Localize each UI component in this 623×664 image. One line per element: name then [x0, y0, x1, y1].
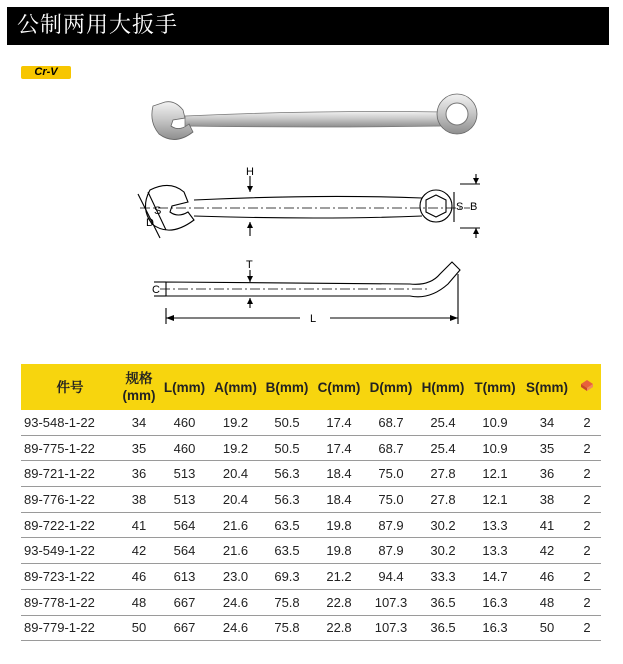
cell-h: 33.3	[417, 564, 469, 590]
cell-d: 87.9	[365, 538, 417, 564]
cell-d: 87.9	[365, 512, 417, 538]
cell-d: 107.3	[365, 589, 417, 615]
cell-s: 50	[521, 615, 573, 641]
cell-s: 41	[521, 512, 573, 538]
cell-b: 56.3	[261, 487, 313, 513]
cell-t: 16.3	[469, 589, 521, 615]
cell-b: 50.5	[261, 435, 313, 461]
cell-d: 75.0	[365, 487, 417, 513]
col-header-part-no: 件号	[21, 364, 119, 410]
col-header-h: H(mm)	[417, 364, 469, 410]
cell-qty: 2	[573, 512, 601, 538]
label-b: B	[470, 201, 478, 213]
cell-s: 35	[521, 435, 573, 461]
cell-c: 19.8	[313, 538, 365, 564]
cell-qty: 2	[573, 487, 601, 513]
cell-h: 36.5	[417, 589, 469, 615]
cell-qty: 2	[573, 461, 601, 487]
cell-t: 14.7	[469, 564, 521, 590]
cell-t: 12.1	[469, 487, 521, 513]
cell-size: 50	[119, 615, 159, 641]
col-header-size-unit: (mm)	[122, 388, 156, 403]
cell-h: 36.5	[417, 615, 469, 641]
cell-size: 35	[119, 435, 159, 461]
cell-l: 564	[159, 538, 210, 564]
cell-b: 69.3	[261, 564, 313, 590]
cell-qty: 2	[573, 538, 601, 564]
col-header-box	[573, 364, 601, 410]
cell-qty: 2	[573, 615, 601, 641]
cell-t: 16.3	[469, 615, 521, 641]
table-row	[21, 564, 601, 590]
table-row	[21, 512, 601, 538]
cell-size: 41	[119, 512, 159, 538]
col-header-t: T(mm)	[469, 364, 521, 410]
cell-s: 42	[521, 538, 573, 564]
cell-b: 75.8	[261, 615, 313, 641]
col-header-s: S(mm)	[521, 364, 573, 410]
cell-t: 10.9	[469, 410, 521, 435]
col-header-b: B(mm)	[261, 364, 313, 410]
table-row	[21, 410, 601, 435]
col-header-size	[119, 364, 159, 410]
cell-size: 46	[119, 564, 159, 590]
col-header-l: L(mm)	[159, 364, 210, 410]
table-row	[21, 615, 601, 641]
cell-a: 19.2	[210, 435, 261, 461]
cell-s: 48	[521, 589, 573, 615]
cell-s: 34	[521, 410, 573, 435]
table-row	[21, 538, 601, 564]
label-s-left: S	[154, 205, 162, 217]
cell-part-no: 89-778-1-22	[21, 589, 119, 615]
cell-c: 17.4	[313, 410, 365, 435]
cell-a: 24.6	[210, 615, 261, 641]
label-c: C	[152, 284, 160, 296]
cell-size: 38	[119, 487, 159, 513]
table-row	[21, 435, 601, 461]
col-header-size-label: 规格	[125, 371, 153, 386]
cell-size: 34	[119, 410, 159, 435]
dimension-drawing	[130, 162, 490, 332]
cell-h: 25.4	[417, 410, 469, 435]
cell-d: 107.3	[365, 615, 417, 641]
spec-table-body	[21, 410, 601, 641]
cell-size: 36	[119, 461, 159, 487]
cell-l: 667	[159, 615, 210, 641]
cell-d: 75.0	[365, 461, 417, 487]
table-row	[21, 461, 601, 487]
cell-d: 68.7	[365, 435, 417, 461]
cell-c: 18.4	[313, 487, 365, 513]
cell-part-no: 93-548-1-22	[21, 410, 119, 435]
col-header-c: C(mm)	[313, 364, 365, 410]
page-title: 公制两用大扳手	[7, 7, 609, 45]
cell-a: 19.2	[210, 410, 261, 435]
material-badge: Cr-V	[21, 66, 71, 79]
cell-part-no: 89-722-1-22	[21, 512, 119, 538]
cell-part-no: 89-723-1-22	[21, 564, 119, 590]
col-header-d: D(mm)	[365, 364, 417, 410]
cell-h: 25.4	[417, 435, 469, 461]
table-header-row	[21, 364, 601, 410]
cell-part-no: 89-775-1-22	[21, 435, 119, 461]
cell-qty: 2	[573, 589, 601, 615]
cell-s: 46	[521, 564, 573, 590]
cell-l: 564	[159, 512, 210, 538]
cell-c: 17.4	[313, 435, 365, 461]
cell-t: 13.3	[469, 538, 521, 564]
label-s-right: S	[456, 201, 464, 213]
cell-a: 24.6	[210, 589, 261, 615]
cell-b: 75.8	[261, 589, 313, 615]
cell-a: 20.4	[210, 487, 261, 513]
cell-l: 460	[159, 410, 210, 435]
cell-h: 30.2	[417, 538, 469, 564]
cell-b: 63.5	[261, 538, 313, 564]
wrench-photo	[145, 92, 485, 152]
label-d: D	[146, 217, 154, 229]
cell-t: 13.3	[469, 512, 521, 538]
cell-h: 27.8	[417, 487, 469, 513]
cell-l: 667	[159, 589, 210, 615]
cell-a: 23.0	[210, 564, 261, 590]
label-h: H	[246, 166, 254, 178]
cell-t: 12.1	[469, 461, 521, 487]
cell-part-no: 89-776-1-22	[21, 487, 119, 513]
col-header-a: A(mm)	[210, 364, 261, 410]
cell-h: 30.2	[417, 512, 469, 538]
label-l: L	[310, 313, 317, 325]
cell-b: 50.5	[261, 410, 313, 435]
cell-size: 42	[119, 538, 159, 564]
cell-a: 21.6	[210, 538, 261, 564]
cell-l: 513	[159, 461, 210, 487]
cell-size: 48	[119, 589, 159, 615]
cell-qty: 2	[573, 435, 601, 461]
cell-qty: 2	[573, 410, 601, 435]
cell-d: 94.4	[365, 564, 417, 590]
cell-d: 68.7	[365, 410, 417, 435]
cell-l: 460	[159, 435, 210, 461]
cell-a: 20.4	[210, 461, 261, 487]
cell-l: 513	[159, 487, 210, 513]
cell-c: 18.4	[313, 461, 365, 487]
cell-c: 19.8	[313, 512, 365, 538]
table-row	[21, 487, 601, 513]
table-row	[21, 589, 601, 615]
cell-t: 10.9	[469, 435, 521, 461]
cell-part-no: 89-779-1-22	[21, 615, 119, 641]
box-icon	[580, 378, 594, 392]
spec-table	[21, 364, 601, 641]
cell-l: 613	[159, 564, 210, 590]
cell-s: 36	[521, 461, 573, 487]
label-t: T	[246, 259, 253, 271]
cell-b: 63.5	[261, 512, 313, 538]
cell-c: 22.8	[313, 589, 365, 615]
cell-c: 21.2	[313, 564, 365, 590]
cell-part-no: 93-549-1-22	[21, 538, 119, 564]
cell-h: 27.8	[417, 461, 469, 487]
cell-s: 38	[521, 487, 573, 513]
cell-b: 56.3	[261, 461, 313, 487]
cell-a: 21.6	[210, 512, 261, 538]
cell-c: 22.8	[313, 615, 365, 641]
cell-part-no: 89-721-1-22	[21, 461, 119, 487]
cell-qty: 2	[573, 564, 601, 590]
